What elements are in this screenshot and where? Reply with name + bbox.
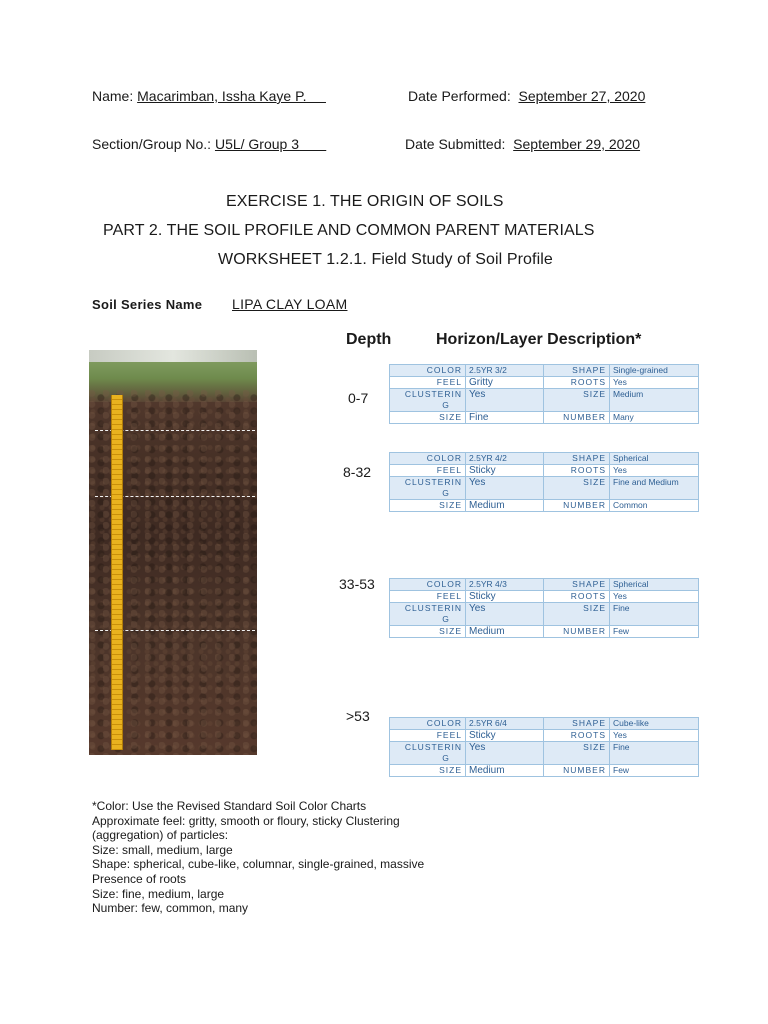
root-size-value: Fine <box>610 742 699 765</box>
size-value: Medium <box>466 626 544 638</box>
root-size-value: Fine and Medium <box>610 477 699 500</box>
horizon-table-1 <box>389 364 699 424</box>
part-title: PART 2. THE SOIL PROFILE AND COMMON PARENT MATERIALS <box>103 222 595 239</box>
date-submitted-label: Date Submitted: <box>405 136 506 152</box>
clustering-value: Yes <box>466 603 544 626</box>
depth-label-2: 8-32 <box>343 464 372 480</box>
size-key: SIZE <box>390 626 466 638</box>
root-size-key: SIZE <box>544 477 610 500</box>
roots-value: Yes <box>610 730 699 742</box>
number-value: Few <box>610 765 699 777</box>
note-line: Size: fine, medium, large <box>92 886 225 901</box>
roots-key: ROOTS <box>544 465 610 477</box>
feel-key: FEEL <box>390 465 466 477</box>
color-key: COLOR <box>390 579 466 591</box>
size-value: Fine <box>466 412 544 424</box>
number-value: Few <box>610 626 699 638</box>
note-line: (aggregation) of particles: <box>92 828 229 843</box>
date-submitted-value: September 29, 2020 <box>513 136 641 152</box>
note-line: Shape: spherical, cube-like, columnar, single-grained, massive <box>92 857 425 872</box>
legend-notes <box>92 799 424 916</box>
shape-value: Single-grained <box>610 365 699 377</box>
measuring-tape <box>111 395 123 750</box>
soil-series-label: Soil Series Name <box>92 297 203 312</box>
clustering-key: CLUSTERIN G <box>390 477 466 500</box>
size-key: SIZE <box>390 765 466 777</box>
root-size-key: SIZE <box>544 389 610 412</box>
color-value: 2.5YR 3/2 <box>466 365 544 377</box>
size-key: SIZE <box>390 500 466 512</box>
feel-key: FEEL <box>390 377 466 389</box>
date-performed-row <box>408 88 645 104</box>
color-key: COLOR <box>390 365 466 377</box>
soil-series-value: LIPA CLAY LOAM <box>232 296 348 312</box>
shape-value: Spherical <box>610 453 699 465</box>
clustering-key: CLUSTERIN G <box>390 603 466 626</box>
root-size-key: SIZE <box>544 742 610 765</box>
feel-key: FEEL <box>390 730 466 742</box>
feel-value: Sticky <box>466 465 544 477</box>
depth-heading: Depth <box>346 331 392 348</box>
clustering-value: Yes <box>466 742 544 765</box>
number-key: NUMBER <box>544 412 610 424</box>
size-value: Medium <box>466 765 544 777</box>
number-key: NUMBER <box>544 765 610 777</box>
roots-key: ROOTS <box>544 377 610 389</box>
root-size-value: Medium <box>610 389 699 412</box>
number-key: NUMBER <box>544 626 610 638</box>
section-label: Section/Group No.: <box>92 136 212 152</box>
note-line: *Color: Use the Revised Standard Soil Color Charts <box>92 799 367 813</box>
horizon-table-4 <box>389 717 699 777</box>
root-size-value: Fine <box>610 603 699 626</box>
roots-value: Yes <box>610 591 699 603</box>
feel-value: Sticky <box>466 591 544 603</box>
horizon-heading: Horizon/Layer Description* <box>436 331 642 348</box>
date-performed-value: September 27, 2020 <box>518 88 646 104</box>
name-value: Macarimban, Issha Kaye P. <box>137 88 307 104</box>
roots-value: Yes <box>610 465 699 477</box>
date-submitted-row <box>405 136 640 152</box>
number-value: Common <box>610 500 699 512</box>
clustering-value: Yes <box>466 389 544 412</box>
section-value: U5L/ Group 3 <box>214 136 300 152</box>
feel-value: Sticky <box>466 730 544 742</box>
roots-value: Yes <box>610 377 699 389</box>
note-line: Number: few, common, many <box>92 901 249 916</box>
shape-key: SHAPE <box>544 365 610 377</box>
horizon-table-2 <box>389 452 699 512</box>
number-value: Many <box>610 412 699 424</box>
shape-key: SHAPE <box>544 579 610 591</box>
shape-key: SHAPE <box>544 453 610 465</box>
section-row <box>92 136 326 152</box>
color-key: COLOR <box>390 453 466 465</box>
clustering-value: Yes <box>466 477 544 500</box>
note-line: Presence of roots <box>92 871 187 886</box>
root-size-key: SIZE <box>544 603 610 626</box>
horizon-table-3 <box>389 578 699 638</box>
worksheet-title: WORKSHEET 1.2.1. Field Study of Soil Profile <box>218 251 553 268</box>
soil-profile-photo <box>89 350 257 755</box>
shape-value: Cube-like <box>610 718 699 730</box>
shape-value: Spherical <box>610 579 699 591</box>
color-value: 2.5YR 4/2 <box>466 453 544 465</box>
date-performed-label: Date Performed: <box>408 88 511 104</box>
feel-key: FEEL <box>390 591 466 603</box>
color-value: 2.5YR 6/4 <box>466 718 544 730</box>
size-key: SIZE <box>390 412 466 424</box>
note-line: Size: small, medium, large <box>92 842 233 857</box>
name-row <box>92 88 326 104</box>
roots-key: ROOTS <box>544 591 610 603</box>
note-line: Approximate feel: gritty, smooth or floury, sticky Clustering <box>92 813 400 828</box>
shape-key: SHAPE <box>544 718 610 730</box>
clustering-key: CLUSTERIN G <box>390 389 466 412</box>
color-value: 2.5YR 4/3 <box>466 579 544 591</box>
depth-label-1: 0-7 <box>348 390 369 406</box>
clustering-key: CLUSTERIN G <box>390 742 466 765</box>
number-key: NUMBER <box>544 500 610 512</box>
name-label: Name: <box>92 88 134 104</box>
exercise-title: EXERCISE 1. THE ORIGIN OF SOILS <box>226 193 504 210</box>
depth-label-4: >53 <box>346 708 370 724</box>
depth-label-3: 33-53 <box>339 576 375 592</box>
feel-value: Gritty <box>466 377 544 389</box>
roots-key: ROOTS <box>544 730 610 742</box>
size-value: Medium <box>466 500 544 512</box>
color-key: COLOR <box>390 718 466 730</box>
